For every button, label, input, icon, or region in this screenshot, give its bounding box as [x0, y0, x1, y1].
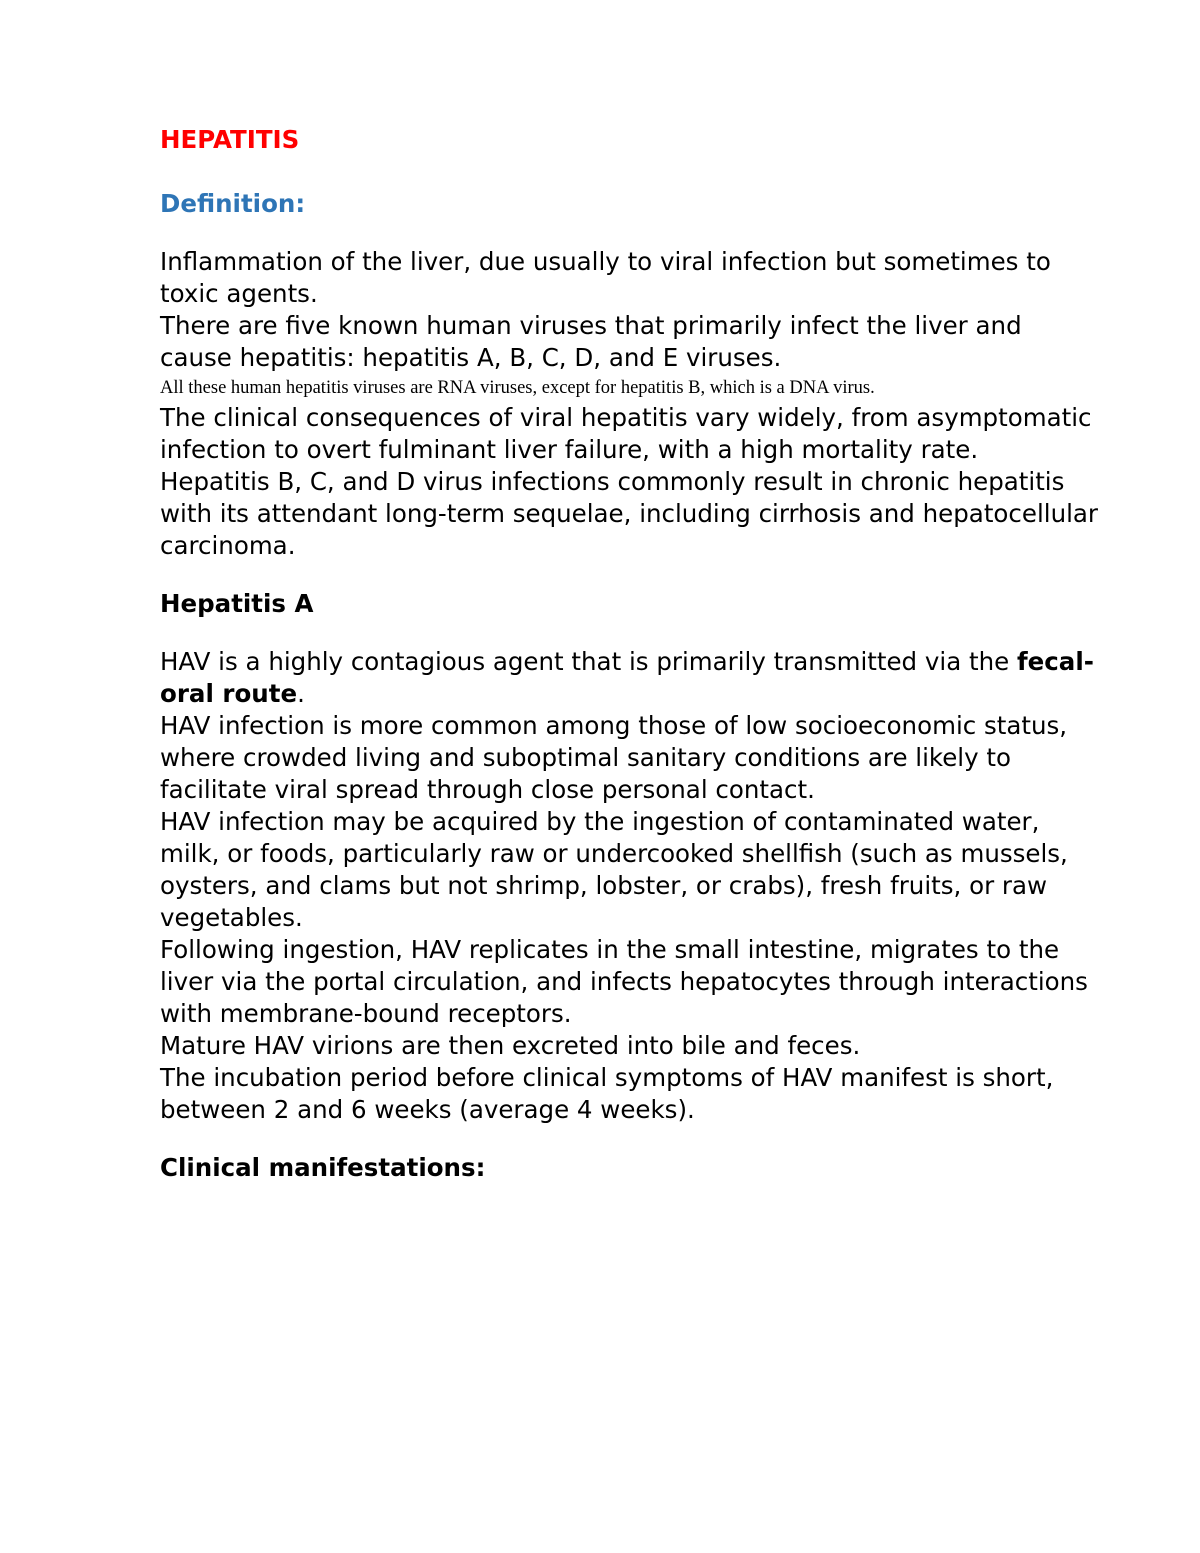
hepatitis-a-heading: Hepatitis A — [160, 589, 314, 618]
definition-heading: Definition: — [160, 189, 306, 218]
rna-note: All these human hepatitis viruses are RNA viruses, except for hepatitis B, which is a DNA virus. — [160, 378, 875, 398]
document-title: HEPATITIS — [160, 125, 300, 154]
hep-a-paragraph-5: The incubation period before clinical symptoms of HAV manifest is short, between 2 and 6 weeks (average 4 weeks). — [160, 1063, 1054, 1124]
hep-a-paragraph-3: Following ingestion, HAV replicates in the small intestine, migrates to the liver via the portal circulation, and infects hepatocytes through interactions with membrane-bound receptors. — [160, 935, 1088, 1028]
spacer — [160, 226, 1100, 246]
spacer — [160, 626, 1100, 646]
clinical-manifestations-heading: Clinical manifestations: — [160, 1153, 486, 1182]
hep-a-paragraph-4: Mature HAV virions are then excreted into bile and feces. — [160, 1031, 861, 1060]
document-page — [160, 118, 1100, 1190]
fecal-oral-route: fecal-oral route — [160, 647, 1094, 708]
definition-paragraph-3: The clinical consequences of viral hepatitis vary widely, from asymptomatic infection to overt fulminant liver failure, with a high mortality rate. — [160, 403, 1092, 464]
hep-a-paragraph-2: HAV infection may be acquired by the ingestion of contaminated water, milk, or foods, particularly raw or undercooked shellfish (such as mussels, oysters, and clams but not shrimp, lobster, or crabs), fresh fruits, or raw vegetables. — [160, 807, 1068, 932]
definition-paragraph-1: Inflammation of the liver, due usually to viral infection but sometimes to toxic agents. — [160, 247, 1051, 308]
definition-paragraph-2: There are five known human viruses that primarily infect the liver and cause hepatitis: hepatitis A, B, C, D, and E viruses. — [160, 311, 1022, 372]
hep-a-intro-end: . — [297, 679, 305, 708]
definition-paragraph-4: Hepatitis B, C, and D virus infections commonly result in chronic hepatitis with its attendant long-term sequelae, including cirrhosis and hepatocellular carcinoma. — [160, 467, 1098, 560]
hep-a-intro-text: HAV is a highly contagious agent that is primarily transmitted via the — [160, 647, 1017, 676]
hep-a-intro — [160, 646, 1100, 710]
hep-a-paragraph-1: HAV infection is more common among those of low socioeconomic status, where crowded living and suboptimal sanitary conditions are likely to facilitate viral spread through close personal contact. — [160, 711, 1068, 804]
